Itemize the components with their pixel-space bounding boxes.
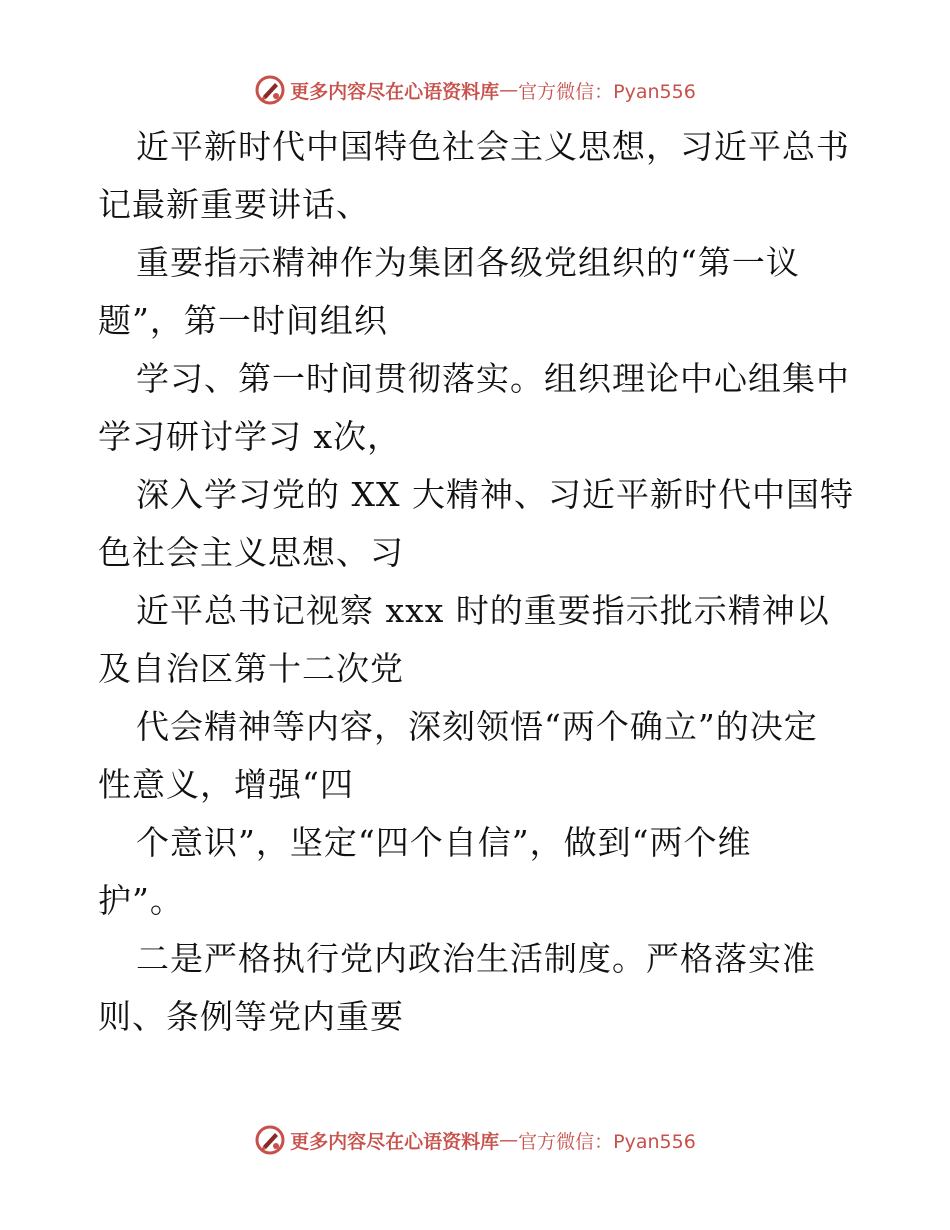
document-body: [98, 118, 858, 1046]
text-line: 性意义，增强“四: [98, 765, 354, 804]
text-line: 深入学习党的 XX 大精神、习近平新时代中国特: [136, 475, 854, 514]
text-line: 近平总书记视察 xxx 时的重要指示批示精神以: [136, 591, 830, 630]
text-line: 代会精神等内容，深刻领悟“两个确立”的决定: [136, 707, 818, 746]
text-line: 学习研讨学习 x次，: [98, 417, 402, 456]
text-line: 题”，第一时间组织: [98, 301, 388, 340]
text-line: 色社会主义思想、习: [98, 533, 404, 572]
banner-contact: 官方微信：Pyan556: [518, 80, 696, 103]
text-line: 近平新时代中国特色社会主义思想，习近平总书: [136, 127, 850, 166]
banner-separator: —: [499, 79, 519, 101]
text-line: 重要指示精神作为集团各级党组织的“第一议: [136, 243, 800, 282]
text-line: 个意识”，坚定“四个自信”，做到“两个维: [136, 823, 752, 862]
footer-banner: [0, 1120, 950, 1160]
text-line: 护”。: [98, 881, 184, 920]
banner-separator: —: [499, 1129, 519, 1151]
text-line: 则、条例等党内重要: [98, 997, 404, 1036]
writing-hand-logo-icon: [254, 1124, 286, 1156]
writing-hand-logo-icon: [254, 74, 286, 106]
banner-contact: 官方微信：Pyan556: [518, 1130, 696, 1153]
banner-text: 更多内容尽在心语资料库: [290, 1130, 500, 1153]
text-line: 及自治区第十二次党: [98, 649, 404, 688]
text-line: 二是严格执行党内政治生活制度。严格落实准: [136, 939, 816, 978]
header-banner: [0, 70, 950, 110]
banner-text: 更多内容尽在心语资料库: [290, 80, 500, 103]
text-line: 学习、第一时间贯彻落实。组织理论中心组集中: [136, 359, 850, 398]
text-line: 记最新重要讲话、: [98, 185, 370, 224]
